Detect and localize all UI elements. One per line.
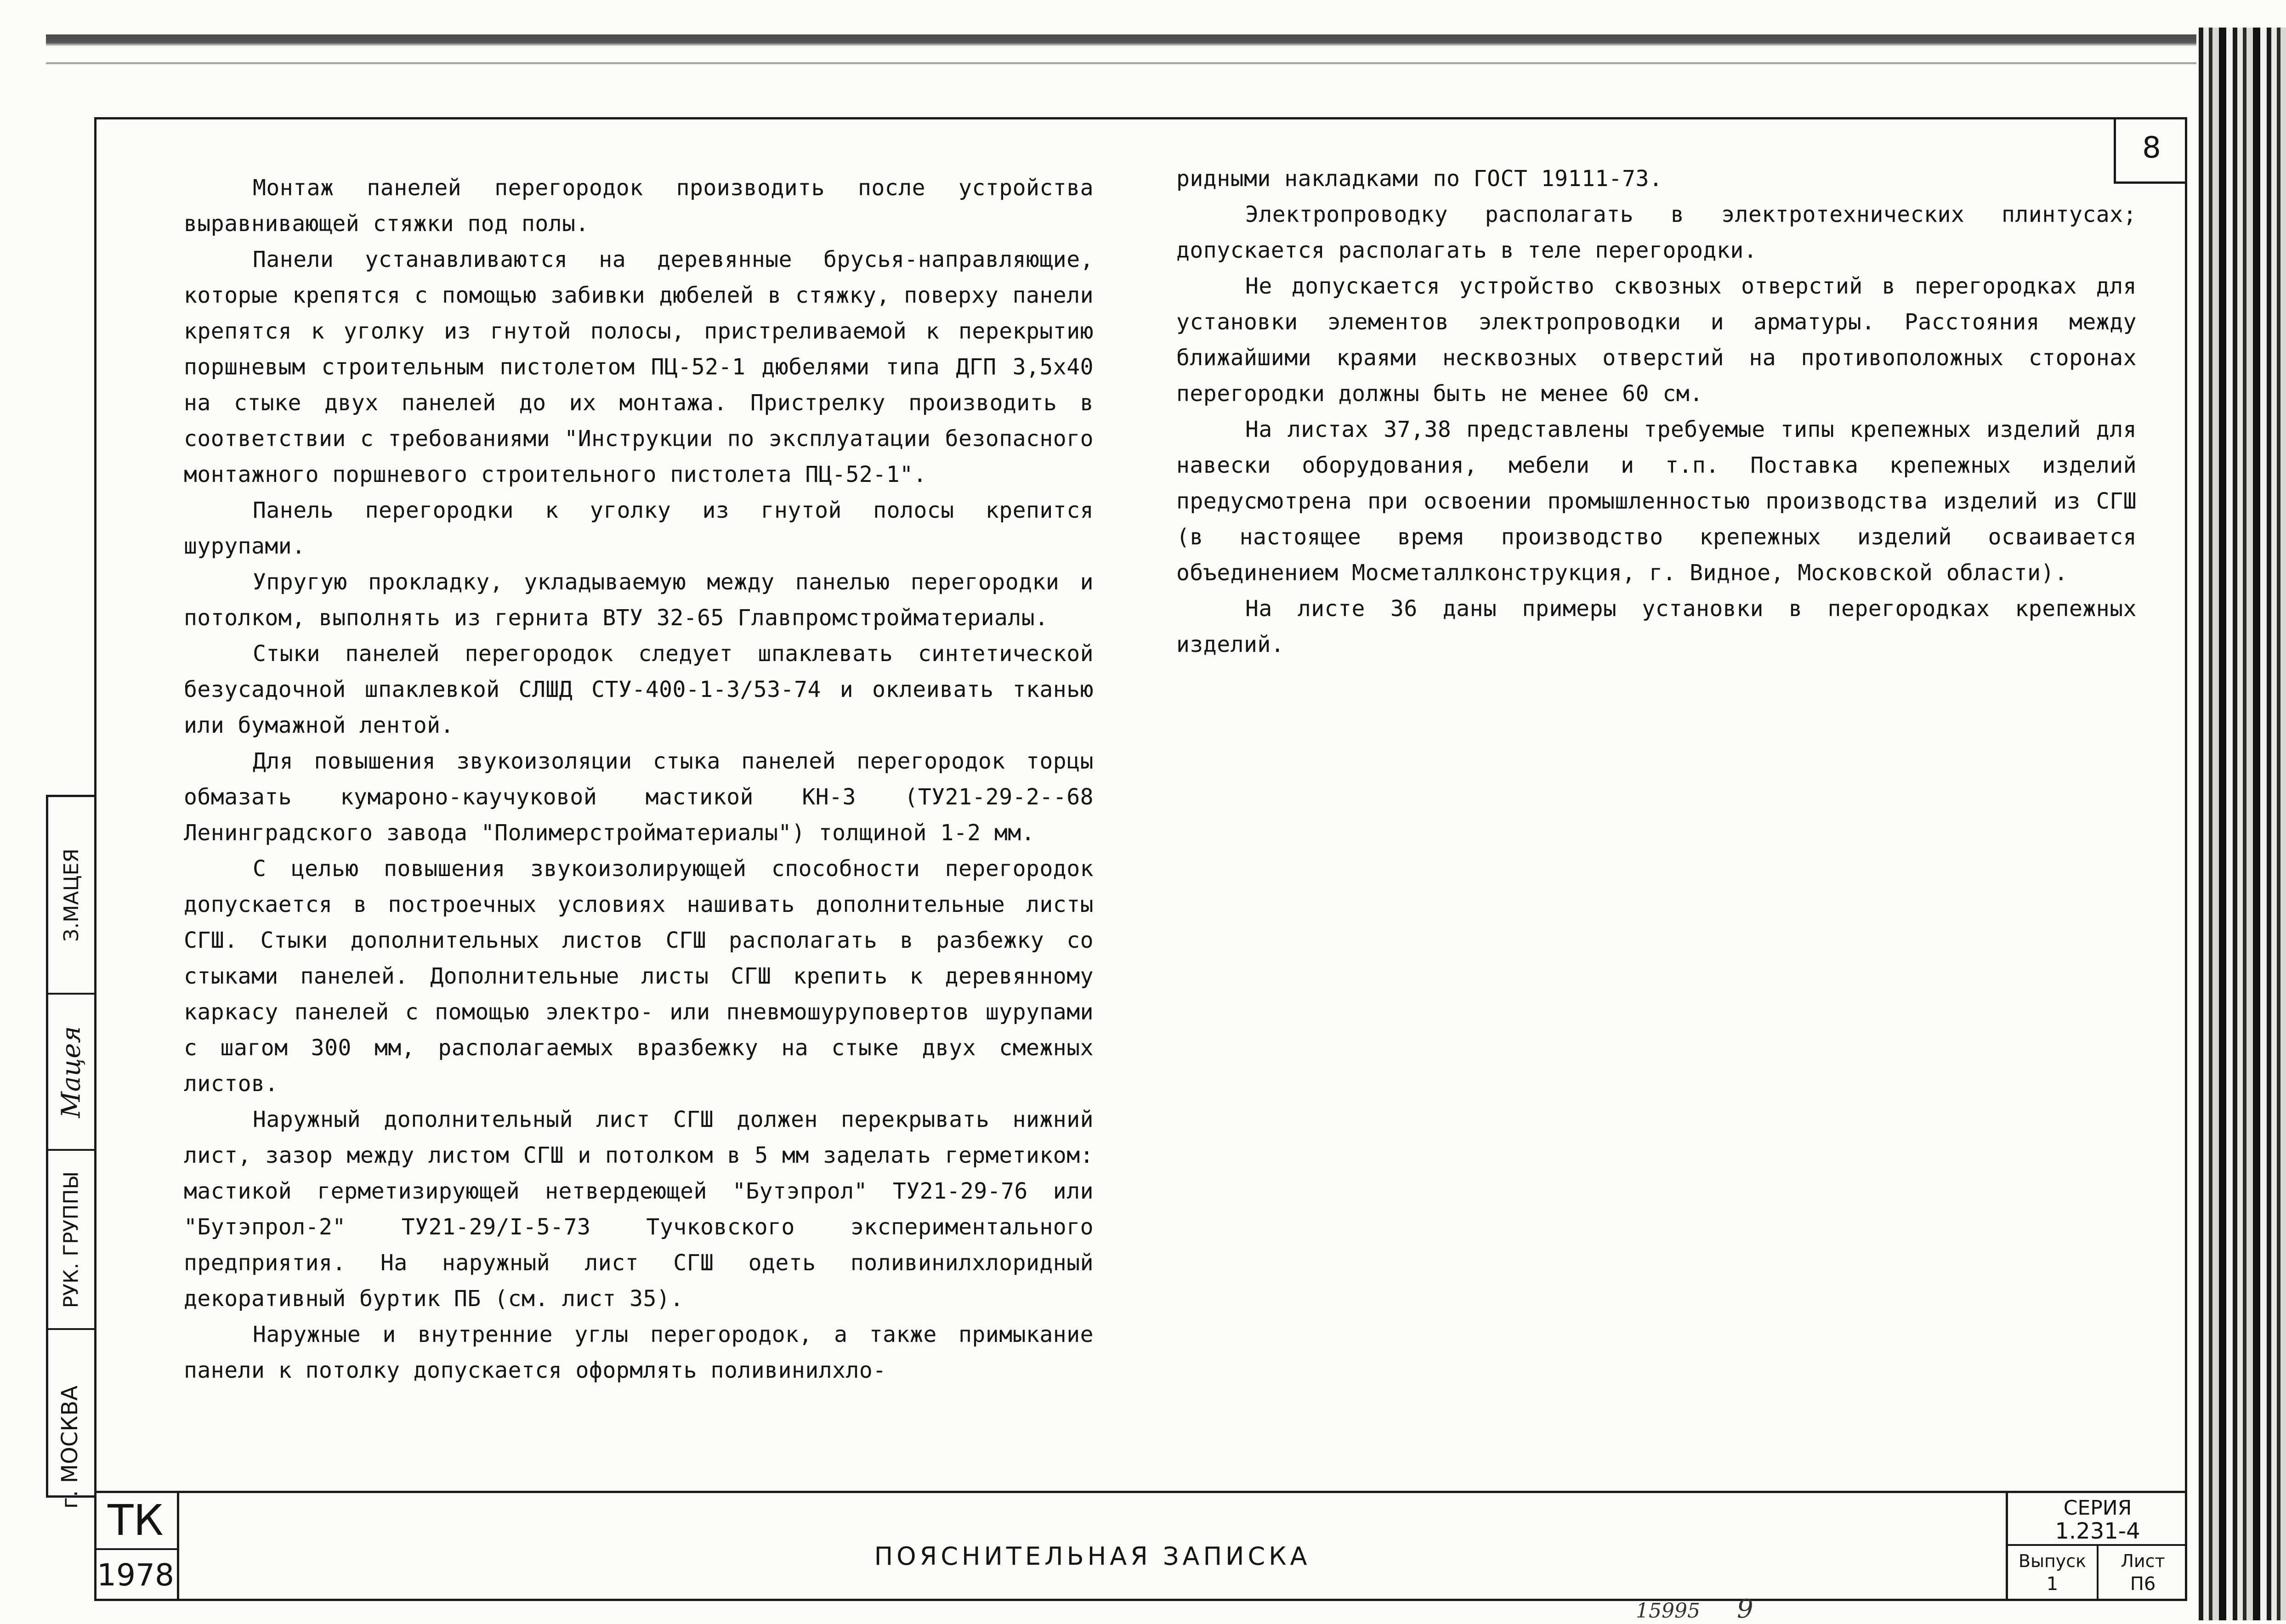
paragraph: Стыки панелей перегородок следует шпаклевать синтетической безусадочной шпаклевкой СЛШД СТУ-400-1-3/53-74 и оклеивать тканью или бумажной лентой. bbox=[184, 641, 1094, 738]
group-lead-cell bbox=[48, 1151, 94, 1330]
issue-sheet-row bbox=[2008, 1546, 2187, 1599]
paragraph: Упругую прокладку, укладываемую между панелью перегородки и потолком, выполнять из гернита ВТУ 32-65 Главпромстройматериалы. bbox=[184, 569, 1094, 631]
city-cell bbox=[46, 1328, 94, 1567]
group-lead-label: РУК. ГРУППЫ bbox=[59, 1171, 83, 1308]
paragraph: На листе 36 даны примеры установки в перегородках крепежных изделий. bbox=[1176, 596, 2137, 657]
paragraph: Наружный дополнительный лист СГШ должен перекрывать нижний лист, зазор между листом СГШ и потолком в 5 мм заделать герметиком: мастикой герметизирующей нетвердеющей "Бутэпрол" ТУ21-29-76 или "Бутэпрол-2" ТУ21-29/I-5-73 Тучковского экспериментального предприятия. На наружный лист СГШ одеть поливинилхлоридный декоративный буртик ПБ (см. лист 35). bbox=[184, 1107, 1094, 1312]
doc-code: ТК bbox=[94, 1493, 177, 1550]
paragraph: Панель перегородки к уголку из гнутой полосы крепится шурупами. bbox=[184, 498, 1094, 559]
doc-year: 1978 bbox=[97, 1557, 174, 1593]
sheet-value: П6 bbox=[2130, 1573, 2156, 1595]
sheet-cell bbox=[2097, 1546, 2187, 1599]
issue-label: Выпуск bbox=[2018, 1551, 2087, 1571]
scan-edge-right bbox=[2199, 28, 2286, 1620]
title-block-code bbox=[94, 1493, 179, 1601]
signature: Мацея bbox=[56, 1025, 86, 1118]
city-label: г. МОСКВА bbox=[57, 1385, 83, 1509]
paragraph: ридными накладками по ГОСТ 19111-73. bbox=[1176, 166, 1663, 192]
series-cell bbox=[2008, 1493, 2187, 1546]
sheet-label: Лист bbox=[2121, 1551, 2165, 1571]
author-cell bbox=[48, 797, 94, 995]
doc-title: ПОЯСНИТЕЛЬНАЯ ЗАПИСКА bbox=[874, 1542, 1311, 1571]
stamp-number: 15995 bbox=[1636, 1599, 1700, 1623]
paragraph: На листах 37,38 представлены требуемые типы крепежных изделий для навески оборудования, мебели и т.п. Поставка крепежных изделий предусмотрена при освоении промышленностью производства изделий из СГШ (в настоящее время производство крепежных изделий осваивается объединением Мосметаллконструкция, г. Видное, Московской области). bbox=[1176, 417, 2137, 586]
issue-cell bbox=[2008, 1546, 2097, 1599]
sheet-number: 8 bbox=[2114, 117, 2187, 184]
text-column-right bbox=[1176, 161, 2137, 662]
paragraph: Не допускается устройство сквозных отверстий в перегородках для установки элементов электропроводки и арматуры. Расстояния между ближайшими краями несквозных отверстий на противоположных сторонах перегородки должны быть не менее 60 см. bbox=[1176, 273, 2137, 407]
text-column-left bbox=[184, 170, 1094, 1388]
stamp-page: 9 bbox=[1736, 1594, 1753, 1624]
signature-cell bbox=[48, 995, 94, 1151]
scan-edge-top bbox=[46, 34, 2196, 67]
paragraph: Монтаж панелей перегородок производить после устройства выравнивающей стяжки под полы. bbox=[184, 175, 1094, 237]
series-label: СЕРИЯ bbox=[2063, 1496, 2132, 1520]
bottom-stamp bbox=[1636, 1594, 1753, 1624]
paragraph: Наружные и внутренние углы перегородок, а также примыкание панели к потолку допускается оформлять поливинилхло- bbox=[184, 1322, 1094, 1383]
series-value: 1.231-4 bbox=[2055, 1518, 2140, 1544]
title-block bbox=[94, 1491, 2187, 1601]
author-name: З.МАЦЕЯ bbox=[59, 848, 83, 942]
paragraph: Панели устанавливаются на деревянные брусья-направляющие, которые крепятся с помощью забивки дюбелей в стяжку, поверху панели крепятся к уголку из гнутой полосы, пристреливаемой к перекрытию поршневым строительным пистолетом ПЦ-52-1 дюбелями типа ДГП 3,5х40 на стыке двух панелей до их монтажа. Пристрелку производить в соответствии с требованиями "Инструкции по эксплуатации безопасного монтажного поршневого строительного пистолета ПЦ-52-1". bbox=[184, 247, 1094, 487]
issue-value: 1 bbox=[2046, 1573, 2059, 1595]
paragraph: Для повышения звукоизоляции стыка панелей перегородок торцы обмазать кумароно-каучуковой мастикой КН-3 (ТУ21-29-2--68 Ленинградского завода "Полимерстройматериалы") толщиной 1-2 мм. bbox=[184, 748, 1094, 846]
title-block-series bbox=[2006, 1493, 2187, 1601]
paragraph: С целью повышения звукоизолирующей способности перегородок допускается в построечных условиях нашивать дополнительные листы СГШ. Стыки дополнительных листов СГШ располагать в разбежку со стыками панелей. Дополнительные листы СГШ крепить к деревянному каркасу панелей с помощью электро- или пневмошуруповертов шурупами с шагом 300 мм, располагаемых вразбежку на стыке двух смежных листов. bbox=[184, 856, 1094, 1097]
paragraph: Электропроводку располагать в электротехнических плинтусах; допускается располагать в теле перегородки. bbox=[1176, 202, 2137, 263]
